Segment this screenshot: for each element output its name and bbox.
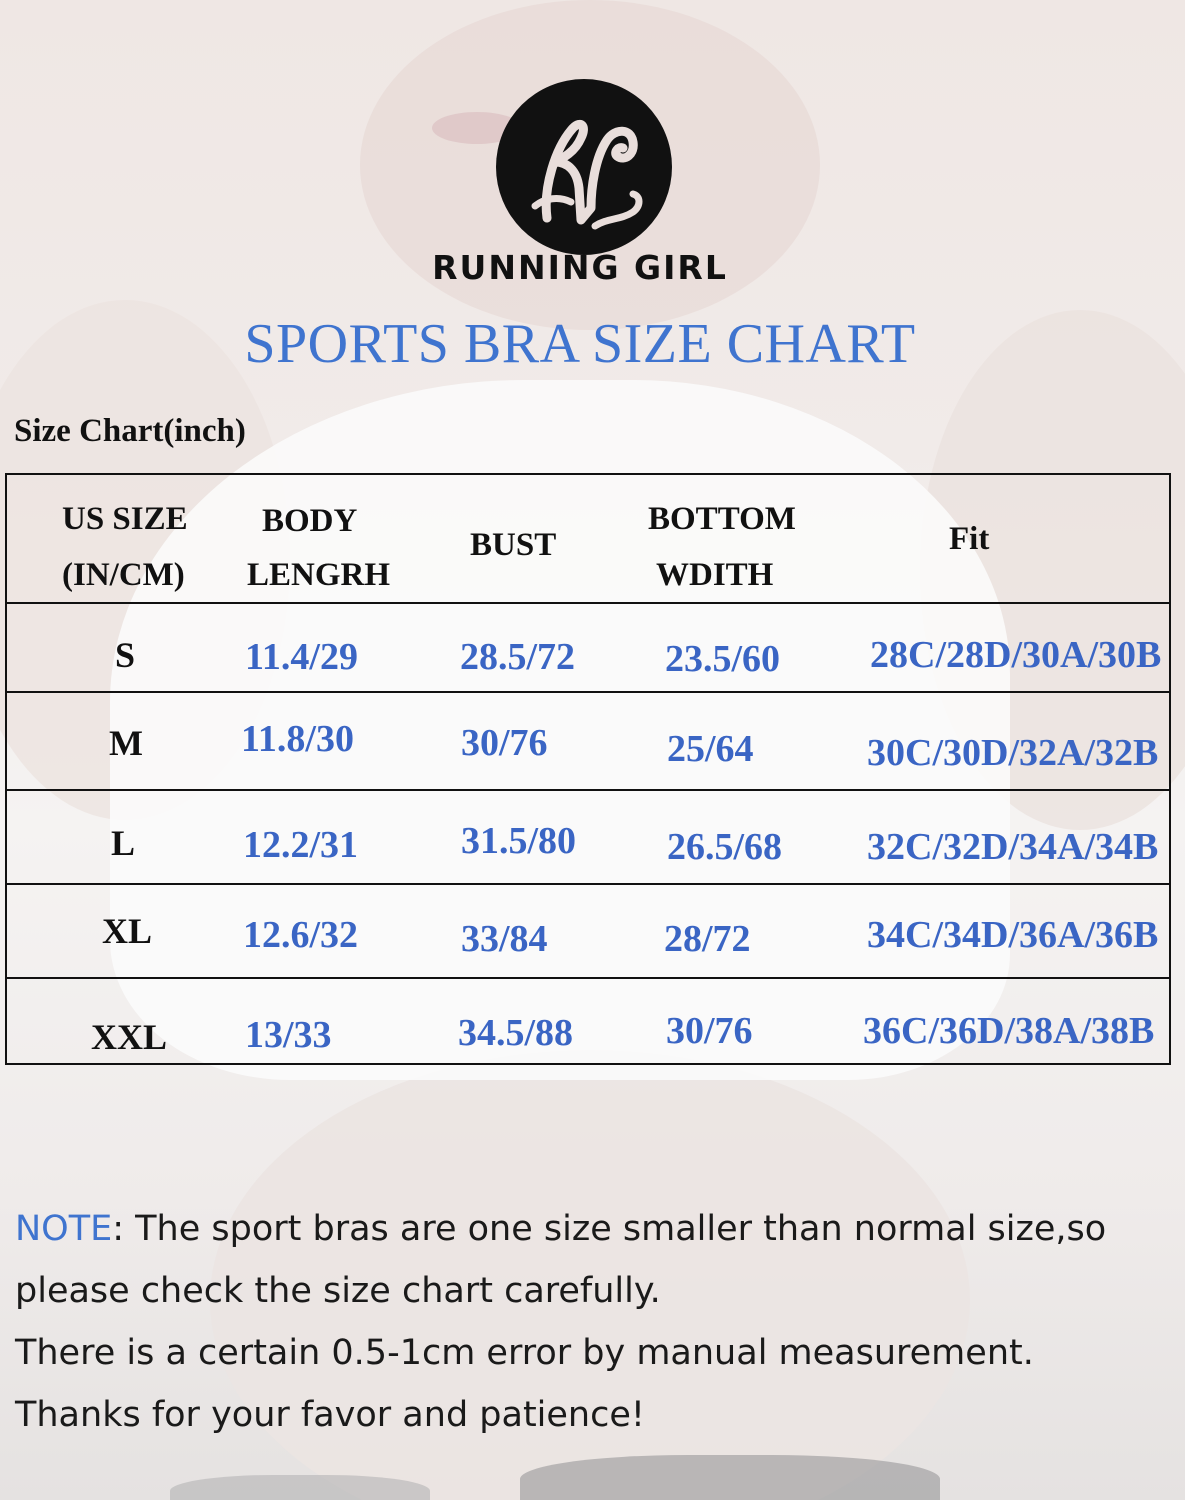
table-cell-bottom-width: 30/76 — [666, 1010, 753, 1052]
note-line: Thanks for your favor and patience! — [15, 1395, 645, 1435]
table-cell-bust: 31.5/80 — [461, 820, 577, 862]
header-bottom-width: BOTTOM — [648, 501, 796, 537]
size-chart-caption: Size Chart(inch) — [14, 413, 246, 449]
size-table — [5, 473, 1171, 1065]
table-border-bottom — [5, 1063, 1171, 1065]
table-cell-fit: 32C/32D/34A/34B — [867, 826, 1159, 868]
table-cell-size: S — [115, 635, 136, 675]
header-us-size: US SIZE — [62, 501, 188, 537]
brand-name: RUNNING GIRL — [432, 248, 728, 287]
note-label: NOTE — [15, 1209, 113, 1249]
note-line — [15, 1198, 1175, 1260]
table-cell-fit: 28C/28D/30A/30B — [870, 634, 1162, 676]
table-cell-body-length: 13/33 — [245, 1014, 332, 1056]
table-cell-body-length: 12.6/32 — [243, 914, 359, 956]
table-cell-size: XL — [102, 911, 153, 951]
table-border-right — [1169, 473, 1171, 1065]
table-cell-size: L — [111, 823, 136, 863]
table-cell-fit: 36C/36D/38A/38B — [863, 1010, 1155, 1052]
header-body-length-2: LENGRH — [247, 557, 391, 593]
table-cell-bust: 34.5/88 — [458, 1012, 574, 1054]
photo-pants-left — [170, 1475, 430, 1500]
table-cell-bottom-width: 23.5/60 — [665, 638, 781, 680]
size-note — [15, 1198, 1175, 1446]
photo-pants-right — [520, 1455, 940, 1500]
table-cell-fit: 34C/34D/36A/36B — [867, 914, 1159, 956]
table-cell-body-length: 11.4/29 — [245, 636, 358, 678]
table-cell-bottom-width: 25/64 — [667, 728, 754, 770]
table-row-divider — [5, 977, 1171, 979]
table-cell-body-length: 12.2/31 — [243, 824, 359, 866]
table-row-divider — [5, 883, 1171, 885]
table-cell-fit: 30C/30D/32A/32B — [867, 732, 1159, 774]
table-cell-size: XXL — [91, 1017, 168, 1057]
table-cell-bust: 33/84 — [461, 918, 548, 960]
table-row-divider — [5, 691, 1171, 693]
table-cell-size: M — [109, 723, 143, 763]
table-cell-bust: 28.5/72 — [460, 636, 576, 678]
table-cell-bottom-width: 26.5/68 — [667, 826, 783, 868]
header-fit: Fit — [949, 521, 990, 557]
header-us-size-unit: (IN/CM) — [62, 557, 185, 593]
rg-monogram-circle-logo-icon — [495, 78, 673, 256]
header-body-length: BODY — [262, 503, 358, 539]
note-text: : The sport bras are one size smaller than normal size,so — [112, 1209, 1107, 1249]
header-bottom-width-2: WDITH — [656, 557, 774, 593]
note-line: There is a certain 0.5-1cm error by manual measurement. — [15, 1333, 1034, 1373]
note-line: please check the size chart carefully. — [15, 1271, 661, 1311]
table-border-top — [5, 473, 1171, 475]
table-row-divider — [5, 789, 1171, 791]
table-cell-bust: 30/76 — [461, 722, 548, 764]
table-cell-bottom-width: 28/72 — [664, 918, 751, 960]
table-border-left — [5, 473, 7, 1065]
header-bust: BUST — [470, 527, 557, 563]
table-cell-body-length: 11.8/30 — [241, 718, 354, 760]
page-title: SPORTS BRA SIZE CHART — [244, 313, 916, 375]
